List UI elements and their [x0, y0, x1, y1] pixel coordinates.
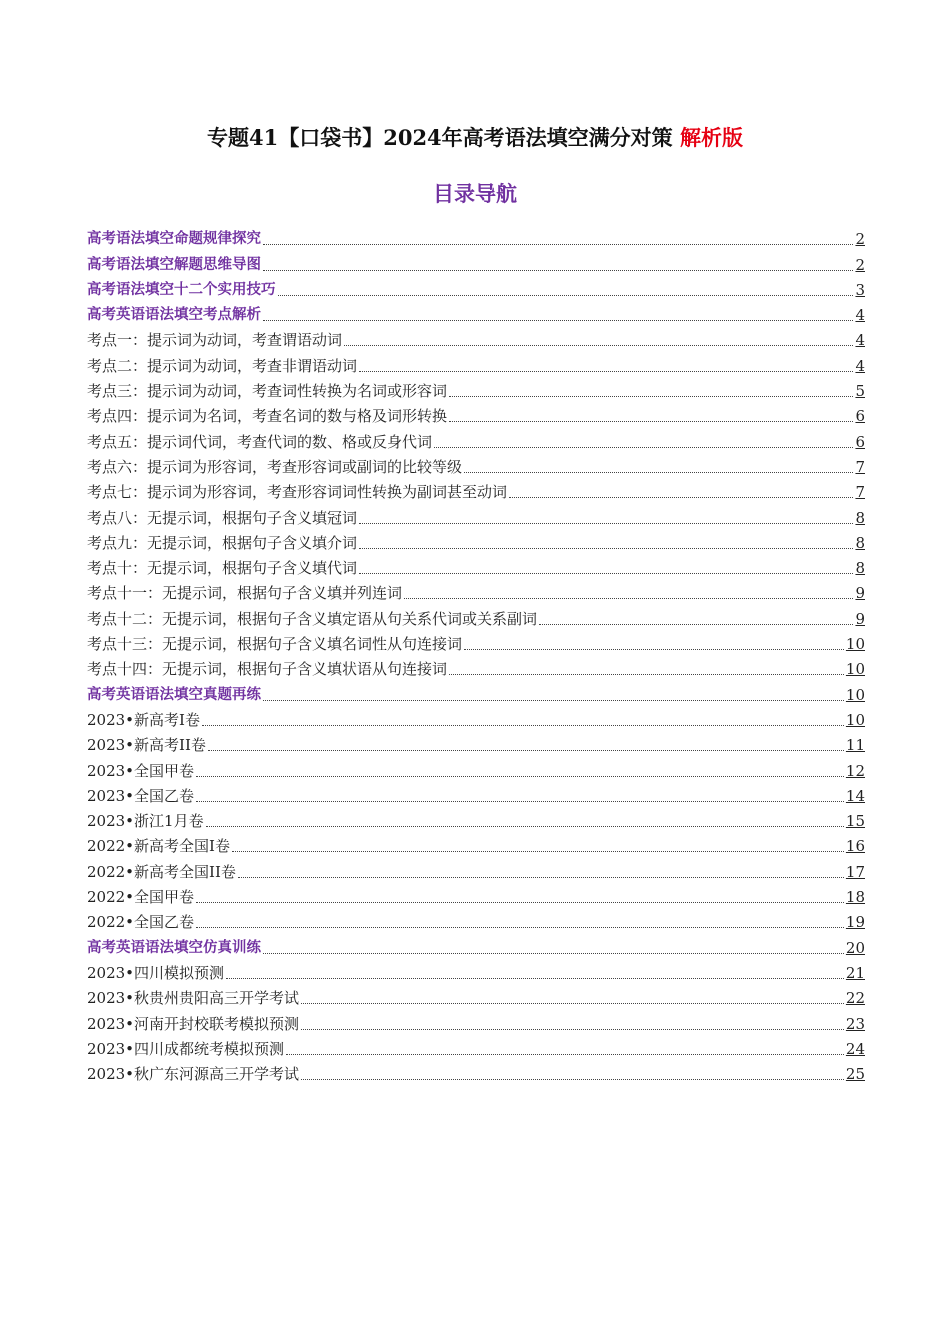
toc-entry-label: 2023•全国甲卷: [87, 761, 195, 780]
toc-entry-label: 考点四：提示词为名词，考查名词的数与格及词形转换: [87, 407, 448, 426]
toc-page-number: 18: [845, 888, 865, 907]
toc-entry-label: 2023•秋广东河源高三开学考试: [87, 1065, 300, 1084]
toc-leader-dots: [464, 471, 853, 473]
toc-page-number: 10: [845, 685, 865, 704]
toc-leader-dots: [263, 319, 853, 321]
title-highlight: 解析版: [679, 125, 743, 150]
toc-leader-dots: [464, 648, 844, 650]
toc-leader-dots: [359, 522, 853, 524]
toc-entry-label: 考点三：提示词为动词，考查词性转换为名词或形容词: [87, 382, 448, 401]
toc-entry-label: 考点七：提示词为形容词，考查形容词词性转换为副词甚至动词: [87, 483, 508, 502]
toc-page-number: 10: [845, 660, 865, 679]
toc-page-number: 14: [845, 786, 865, 805]
toc-entry-label: 考点十三：无提示词，根据句子含义填名词性从句连接词: [87, 635, 463, 654]
document-title: [0, 122, 950, 152]
toc-entry-link[interactable]: [87, 806, 865, 831]
toc-page-number: 10: [845, 710, 865, 729]
toc-leader-dots: [301, 1028, 844, 1030]
toc-section-link[interactable]: [87, 300, 865, 325]
toc-leader-dots: [301, 1078, 844, 1080]
toc-entry-label: 2022•新高考全国II卷: [87, 862, 236, 881]
toc-leader-dots: [449, 420, 853, 422]
toc-entry-label: 考点二：提示词为动词，考查非谓语动词: [87, 356, 358, 375]
toc-entry-link[interactable]: [87, 426, 865, 451]
toc-entry-link[interactable]: [87, 528, 865, 553]
toc-entry-label: 考点六：提示词为形容词，考查形容词或副词的比较等级: [87, 457, 463, 476]
toc-entry-link[interactable]: [87, 350, 865, 375]
toc-entry-label: 考点十一：无提示词，根据句子含义填并列连词: [87, 584, 403, 603]
toc-entry-label: 高考语法填空命题规律探究: [87, 231, 261, 248]
toc-entry-label: 高考英语语法填空考点解析: [87, 307, 261, 324]
toc-leader-dots: [278, 294, 854, 296]
toc-leader-dots: [263, 269, 853, 271]
toc-entry-label: 考点八：无提示词，根据句子含义填冠词: [87, 508, 358, 527]
toc-entry-label: 2023•新高考I卷: [87, 710, 200, 729]
toc-leader-dots: [238, 876, 844, 878]
toc-page-number: 6: [855, 432, 865, 451]
toc-entry-label: 考点一：提示词为动词，考查谓语动词: [87, 331, 343, 350]
toc-entry-link[interactable]: [87, 1059, 865, 1084]
toc-page-number: 8: [855, 533, 865, 552]
toc-entry-link[interactable]: [87, 755, 865, 780]
toc-entry-label: 2023•全国乙卷: [87, 786, 195, 805]
toc-entry-link[interactable]: [87, 856, 865, 881]
toc-page-number: 6: [855, 407, 865, 426]
toc-page-number: 19: [845, 913, 865, 932]
toc-entry-label: 2023•四川模拟预测: [87, 963, 225, 982]
toc-entry-link[interactable]: [87, 1034, 865, 1059]
toc-entry-link[interactable]: [87, 882, 865, 907]
title-main: 专题41【口袋书】2024年高考语法填空满分对策: [207, 125, 673, 150]
toc-entry-label: 2023•新高考II卷: [87, 736, 206, 755]
toc-section-link[interactable]: [87, 932, 865, 957]
toc-entry-label: 2022•新高考全国I卷: [87, 837, 230, 856]
toc-entry-link[interactable]: [87, 376, 865, 401]
toc-entry-link[interactable]: [87, 907, 865, 932]
toc-entry-label: 考点十四：无提示词，根据句子含义填状语从句连接词: [87, 660, 448, 679]
toc-entry-link[interactable]: [87, 553, 865, 578]
toc-leader-dots: [196, 775, 844, 777]
toc-leader-dots: [344, 344, 853, 346]
toc-entry-label: 2023•四川成都统考模拟预测: [87, 1039, 285, 1058]
toc-leader-dots: [509, 496, 853, 498]
toc-page-number: 23: [845, 1014, 865, 1033]
toc-leader-dots: [404, 597, 853, 599]
toc-section-link[interactable]: [87, 224, 865, 249]
toc-page-number: 8: [855, 559, 865, 578]
toc-leader-dots: [359, 572, 853, 574]
toc-entry-label: 2023•秋贵州贵阳高三开学考试: [87, 989, 300, 1008]
toc-entry-label: 高考英语语法填空真题再练: [87, 686, 261, 703]
toc-page-number: 7: [855, 457, 865, 476]
toc-section-link[interactable]: [87, 679, 865, 704]
toc-page-number: 4: [855, 331, 865, 350]
toc-page-number: 24: [845, 1039, 865, 1058]
toc-entry-label: 2022•全国乙卷: [87, 913, 195, 932]
toc-entry-link[interactable]: [87, 603, 865, 628]
toc-entry-link[interactable]: [87, 730, 865, 755]
toc-leader-dots: [232, 850, 844, 852]
toc-entry-link[interactable]: [87, 452, 865, 477]
toc-entry-link[interactable]: [87, 401, 865, 426]
toc-page-number: 12: [845, 761, 865, 780]
toc-page-number: 17: [845, 862, 865, 881]
toc-entry-link[interactable]: [87, 629, 865, 654]
toc-leader-dots: [301, 1002, 844, 1004]
toc-section-link[interactable]: [87, 249, 865, 274]
toc-entry-link[interactable]: [87, 831, 865, 856]
toc-page-number: 20: [845, 938, 865, 957]
toc-page-number: 9: [855, 584, 865, 603]
toc-entry-label: 2023•河南开封校联考模拟预测: [87, 1014, 300, 1033]
toc-leader-dots: [434, 446, 853, 448]
toc-leader-dots: [449, 673, 844, 675]
toc-leader-dots: [226, 977, 844, 979]
toc-leader-dots: [263, 243, 853, 245]
toc-page-number: 2: [855, 230, 865, 249]
toc-leader-dots: [196, 800, 844, 802]
toc-entry-link[interactable]: [87, 958, 865, 983]
toc-leader-dots: [359, 547, 853, 549]
toc-page-number: 9: [855, 609, 865, 628]
toc-page-number: 5: [855, 382, 865, 401]
toc-leader-dots: [263, 952, 844, 954]
toc-entry-label: 考点九：无提示词，根据句子含义填介词: [87, 533, 358, 552]
toc-entry-label: 高考英语语法填空仿真训练: [87, 939, 261, 956]
table-of-contents: [87, 224, 865, 1084]
toc-leader-dots: [196, 926, 844, 928]
toc-heading: 目录导航: [433, 182, 517, 206]
toc-page-number: 8: [855, 508, 865, 527]
toc-leader-dots: [539, 623, 853, 625]
toc-entry-link[interactable]: [87, 983, 865, 1008]
toc-entry-link[interactable]: [87, 705, 865, 730]
toc-entry-link[interactable]: [87, 502, 865, 527]
toc-leader-dots: [206, 825, 844, 827]
toc-entry-label: 考点五：提示词代词，考查代词的数、格或反身代词: [87, 432, 433, 451]
toc-leader-dots: [263, 699, 844, 701]
toc-leader-dots: [286, 1053, 844, 1055]
toc-page-number: 4: [855, 356, 865, 375]
toc-page-number: 11: [845, 736, 865, 755]
toc-page-number: 10: [845, 635, 865, 654]
toc-page-number: 15: [845, 812, 865, 831]
toc-entry-label: 高考语法填空解题思维导图: [87, 256, 261, 273]
toc-leader-dots: [196, 901, 844, 903]
toc-page-number: 2: [855, 255, 865, 274]
toc-leader-dots: [202, 724, 844, 726]
toc-entry-link[interactable]: [87, 578, 865, 603]
toc-page-number: 16: [845, 837, 865, 856]
toc-section-link[interactable]: [87, 275, 865, 300]
toc-entry-link[interactable]: [87, 325, 865, 350]
toc-entry-link[interactable]: [87, 654, 865, 679]
toc-page-number: 21: [845, 963, 865, 982]
toc-entry-link[interactable]: [87, 781, 865, 806]
toc-page-number: 3: [855, 280, 865, 299]
toc-leader-dots: [208, 749, 844, 751]
toc-page-number: 22: [845, 989, 865, 1008]
toc-entry-label: 2023•浙江1月卷: [87, 812, 204, 831]
toc-entry-label: 高考语法填空十二个实用技巧: [87, 281, 276, 298]
toc-leader-dots: [449, 395, 853, 397]
toc-entry-label: 考点十二：无提示词，根据句子含义填定语从句关系代词或关系副词: [87, 609, 538, 628]
toc-entry-label: 考点十：无提示词，根据句子含义填代词: [87, 559, 358, 578]
toc-page-number: 4: [855, 306, 865, 325]
toc-entry-link[interactable]: [87, 477, 865, 502]
toc-page-number: 7: [855, 483, 865, 502]
toc-entry-link[interactable]: [87, 1008, 865, 1033]
toc-page-number: 25: [845, 1065, 865, 1084]
toc-entry-label: 2022•全国甲卷: [87, 888, 195, 907]
toc-leader-dots: [359, 370, 853, 372]
